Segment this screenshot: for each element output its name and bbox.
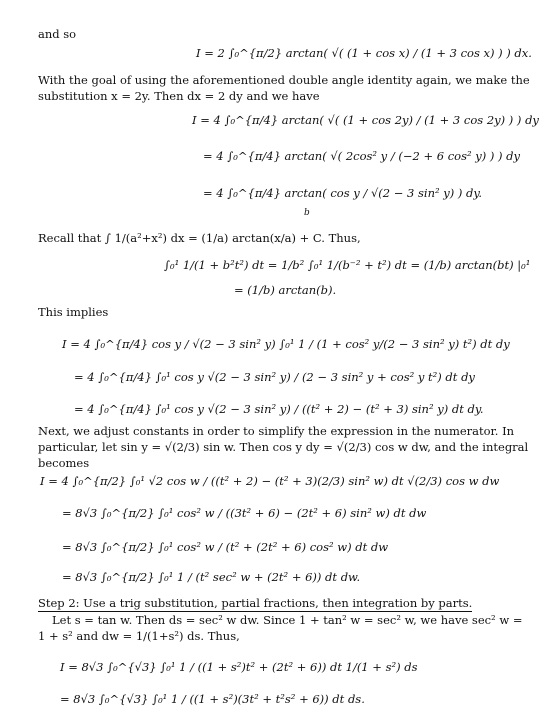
equation-5b: = 8√3 ∫₀^{π/2} ∫₀¹ cos² w / ((3t² + 6) − (2t² + 6) sin² w) dt dw — [62, 506, 427, 520]
equation-1: I = 2 ∫₀^{π/2} arctan( √( (1 + cos x) / (1 + 3 cos x) ) ) dx. — [196, 46, 532, 60]
paragraph-recall: Recall that ∫ 1/(a²+x²) dx = (1/a) arctan(x/a) + C. Thus, — [38, 231, 361, 245]
equation-5d: = 8√3 ∫₀^{π/2} ∫₀¹ 1 / (t² sec² w + (2t² + 6)) dt dw. — [62, 570, 361, 584]
paragraph-implies: This implies — [38, 305, 109, 319]
paragraph-adjust-constants: Next, we adjust constants in order to simplify the expression in the numerator. In particular, let sin y = √(2/3) sin w. Then cos y dy = √(2/3) cos w dw, and the integral becomes — [38, 424, 529, 470]
equation-6b: = 8√3 ∫₀^{√3} ∫₀¹ 1 / ((1 + s²)(3t² + t²s² + 6)) dt ds. — [60, 692, 365, 706]
equation-6a: I = 8√3 ∫₀^{√3} ∫₀¹ 1 / ((1 + s²)t² + (2t² + 6)) dt 1/(1 + s²) ds — [60, 660, 418, 674]
paragraph-and-so: and so — [38, 27, 77, 41]
equation-4a: I = 4 ∫₀^{π/4} cos y / √(2 − 3 sin² y) ∫₀¹ 1 / (1 + cos² y/(2 − 3 sin² y) t²) dt dy — [62, 337, 510, 351]
step-2-heading: Step 2: Use a trig substitution, partial fractions, then integration by parts. — [38, 596, 473, 610]
paragraph-substitution: With the goal of using the aforementioned double angle identity again, we make the substitution x = 2y. Then dx = 2 dy and we have — [38, 73, 530, 103]
paragraph-trig-substitution: Let s = tan w. Then ds = sec² w dw. Since 1 + tan² w = sec² w, we have sec² w = 1 + s² and dw = 1/(1+s²) ds. Thus, — [38, 613, 523, 643]
equation-3a: ∫₀¹ 1/(1 + b²t²) dt = 1/b² ∫₀¹ 1/(b⁻² + t²) dt = (1/b) arctan(bt) |₀¹ — [164, 258, 531, 272]
equation-4c: = 4 ∫₀^{π/4} ∫₀¹ cos y √(2 − 3 sin² y) / ((t² + 2) − (t² + 3) sin² y) dt dy. — [74, 402, 484, 416]
equation-2c: = 4 ∫₀^{π/4} arctan( cos y / √(2 − 3 sin² y) ) dy. — [203, 186, 483, 200]
equation-4b: = 4 ∫₀^{π/4} ∫₀¹ cos y √(2 − 3 sin² y) / (2 − 3 sin² y + cos² y t²) dt dy — [74, 370, 475, 384]
equation-5a: I = 4 ∫₀^{π/2} ∫₀¹ √2 cos w / ((t² + 2) − (t² + 3)(2/3) sin² w) dt √(2/3) cos w dw — [40, 474, 500, 488]
underbrace-label: b — [304, 208, 310, 218]
equation-2b: = 4 ∫₀^{π/4} arctan( √( 2cos² y / (−2 + 6 cos² y) ) ) dy — [203, 149, 521, 163]
equation-3b: = (1/b) arctan(b). — [234, 283, 337, 297]
equation-5c: = 8√3 ∫₀^{π/2} ∫₀¹ cos² w / (t² + (2t² + 6) cos² w) dt dw — [62, 540, 389, 554]
equation-2a: I = 4 ∫₀^{π/4} arctan( √( (1 + cos 2y) / (1 + 3 cos 2y) ) ) dy — [192, 113, 539, 127]
